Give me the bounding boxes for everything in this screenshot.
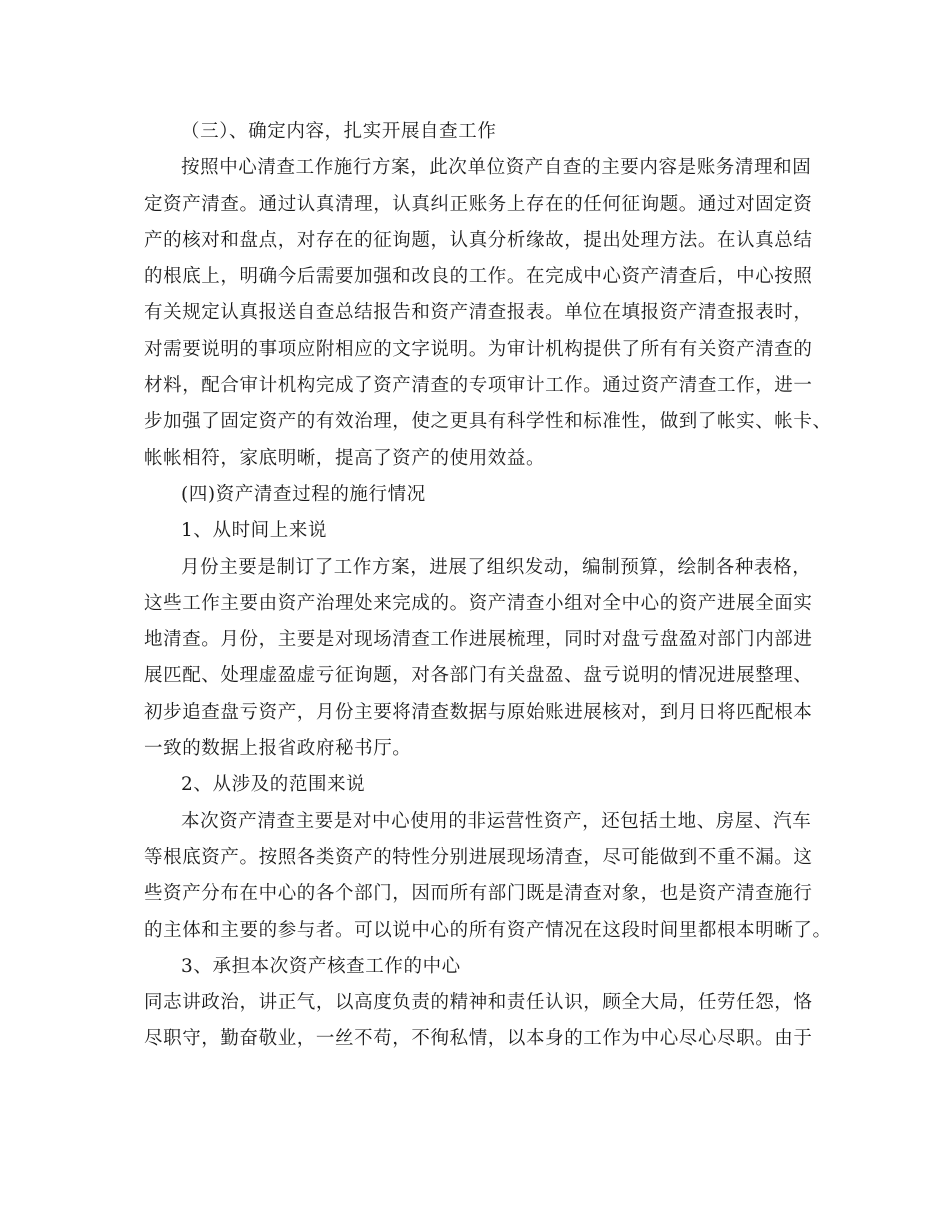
paragraph-line: 展匹配、处理虚盈虚亏征询题，对各部门有关盘盈、盘亏说明的情况进展整理、 (144, 665, 813, 687)
paragraph-line: 这些工作主要由资产治理处来完成的。资产清查小组对全中心的资产进展全面实 (144, 592, 813, 614)
document-body (144, 114, 832, 1058)
paragraph-line: 材料，配合审计机构完成了资产清查的专项审计工作。通过资产清查工作，进一 (144, 375, 813, 397)
subheading-1: 1、从时间上来说 (181, 520, 328, 542)
paragraph-line: 帐帐相符，家底明晰，提高了资产的使用效益。 (144, 447, 546, 469)
subheading-2: 2、从涉及的范围来说 (181, 774, 366, 796)
section-heading-4: (四)资产清查过程的施行情况 (181, 483, 426, 505)
section-heading-3: （三）、确定内容，扎实开展自查工作 (181, 121, 497, 142)
paragraph-line: 对需要说明的事项应附相应的文字说明。为审计机构提供了所有有关资产清查的 (144, 338, 813, 360)
paragraph-line: 产的核对和盘点，对存在的征询题，认真分析缘故，提出处理方法。在认真总结 (144, 229, 813, 251)
paragraph-line: 同志讲政治，讲正气，以高度负责的精神和责任认识，顾全大局，任劳任怨，恪 (144, 992, 813, 1014)
paragraph-line: 的根底上，明确今后需要加强和改良的工作。在完成中心资产清查后，中心按照 (144, 266, 813, 288)
subheading-3: 3、承担本次资产核查工作的中心 (181, 955, 461, 977)
paragraph-line: 有关规定认真报送自查总结报告和资产清查报表。单位在填报资产清查报表时， (144, 302, 813, 324)
paragraph-line: 尽职守，勤奋敬业，一丝不苟，不徇私情，以本身的工作为中心尽心尽职。由于 (144, 1028, 813, 1050)
paragraph-line: 些资产分布在中心的各个部门，因而所有部门既是清查对象，也是资产清查施行 (144, 883, 813, 905)
paragraph-line: 步加强了固定资产的有效治理，使之更具有科学性和标准性，做到了帐实、帐卡、 (144, 411, 832, 433)
paragraph-line: 月份主要是制订了工作方案，进展了组织发动，编制预算，绘制各种表格， (181, 556, 812, 578)
paragraph-line: 等根底资产。按照各类资产的特性分别进展现场清查，尽可能做到不重不漏。这 (144, 846, 813, 868)
paragraph-line: 一致的数据上报省政府秘书厅。 (144, 738, 412, 760)
paragraph-line: 按照中心清查工作施行方案，此次单位资产自查的主要内容是账务清理和固 (181, 157, 812, 179)
paragraph-line: 地清查。月份，主要是对现场清查工作进展梳理，同时对盘亏盘盈对部门内部进 (144, 629, 813, 651)
paragraph-line: 本次资产清查主要是对中心使用的非运营性资产，还包括土地、房屋、汽车 (181, 810, 812, 832)
paragraph-line: 的主体和主要的参与者。可以说中心的所有资产情况在这段时间里都根本明晰了。 (144, 919, 832, 941)
paragraph-line: 定资产清查。通过认真清理，认真纠正账务上存在的任何征询题。通过对固定资 (144, 193, 813, 215)
paragraph-line: 初步追查盘亏资产，月份主要将清查数据与原始账进展核对，到月日将匹配根本 (144, 701, 813, 723)
